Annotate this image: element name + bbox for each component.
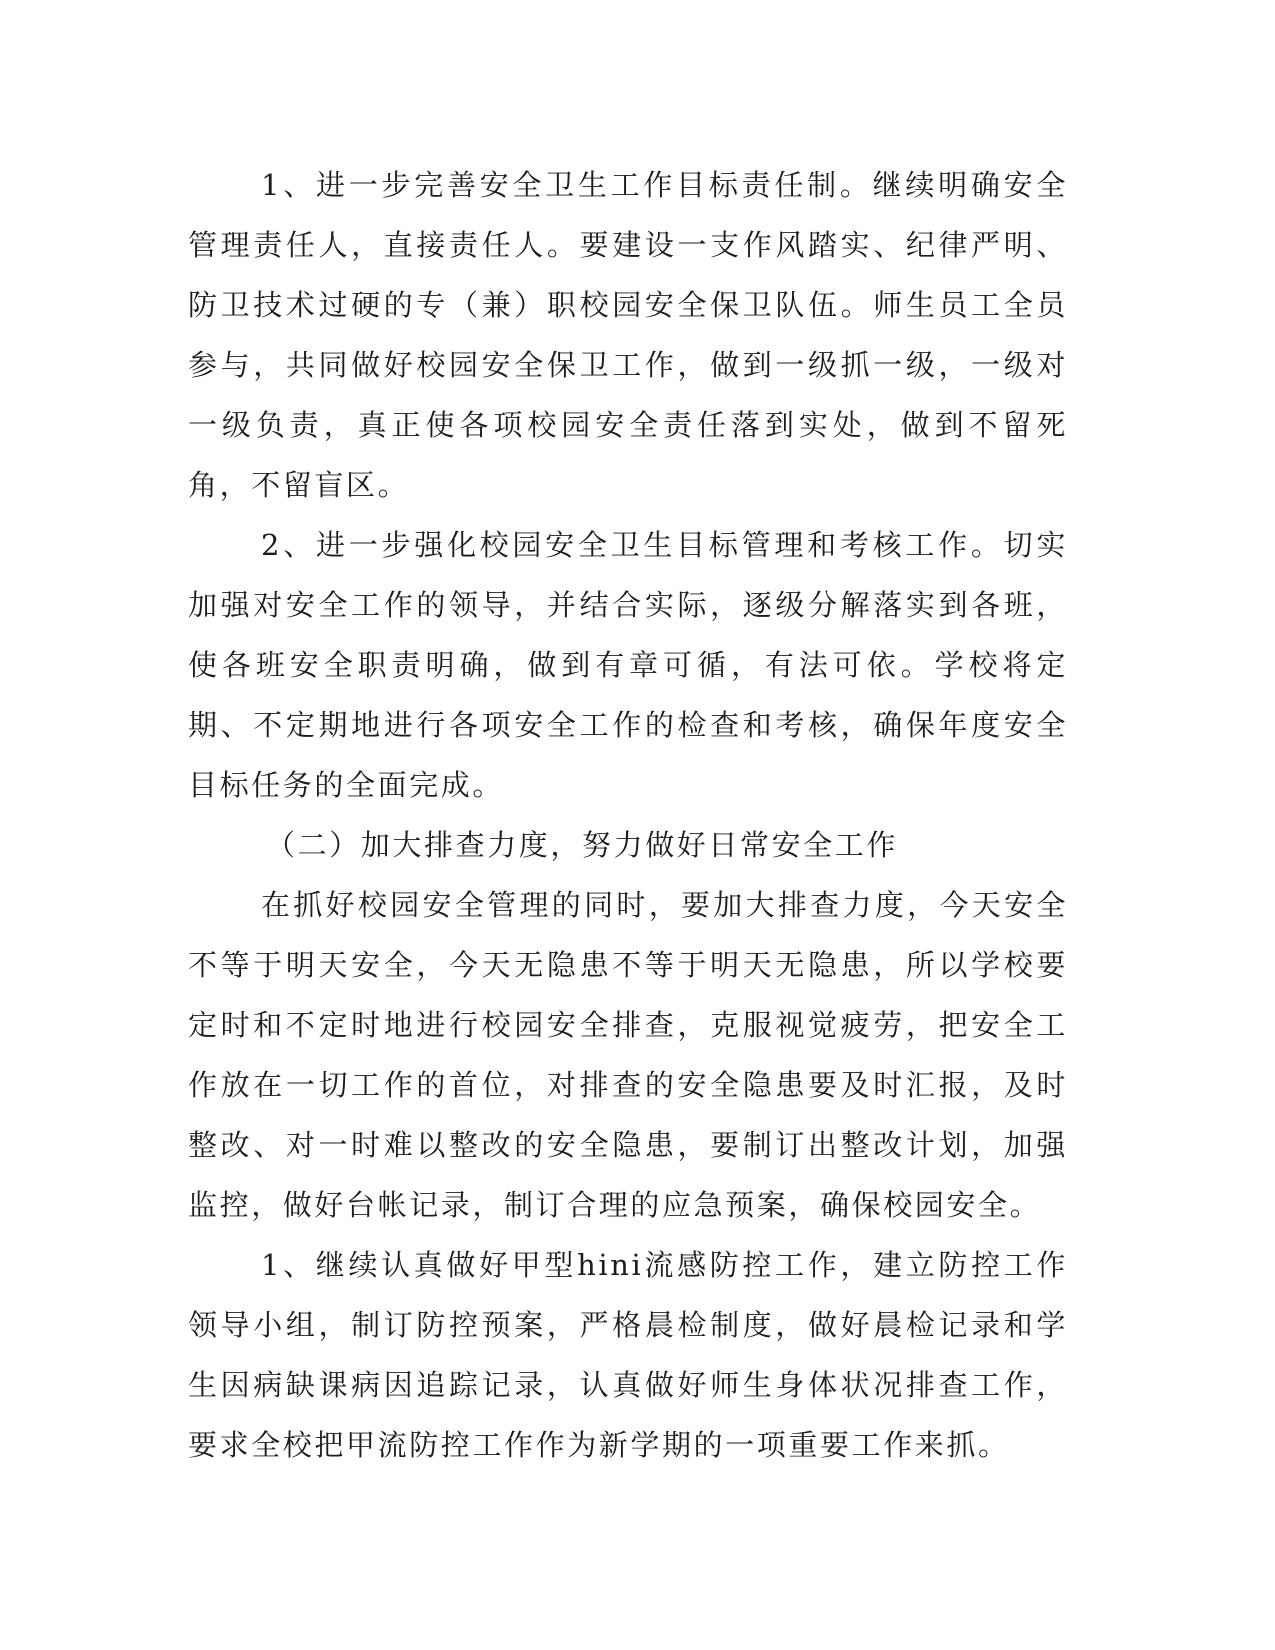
paragraph-responsibility-system: 1、进一步完善安全卫生工作目标责任制。继续明确安全管理责任人，直接责任人。要建设一支作风踏实、纪律严明、防卫技术过硬的专（兼）职校园安全保卫队伍。师生员工全员参与，共同做好校园安全保卫工作，做到一级抓一级，一级对一级负责，真正使各项校园安全责任落到实处，做到不留死角，不留盲区。 xyxy=(188,168,1068,502)
paragraph-safety-inspection: 在抓好校园安全管理的同时，要加大排查力度，今天安全不等于明天安全，今天无隐患不等于明天无隐患，所以学校要定时和不定时地进行校园安全排查，克服视觉疲劳，把安全工作放在一切工作的首位，对排查的安全隐患要及时汇报，及时整改、对一时难以整改的安全隐患，要制订出整改计划，加强监控，做好台帐记录，制订合理的应急预案，确保校园安全。 xyxy=(188,888,1068,1222)
document-body xyxy=(188,155,1068,1475)
paragraph-flu-prevention: 1、继续认真做好甲型hini流感防控工作，建立防控工作领导小组，制订防控预案，严格晨检制度，做好晨检记录和学生因病缺课病因追踪记录，认真做好师生身体状况排查工作，要求全校把甲流防控工作作为新学期的一项重要工作来抓。 xyxy=(188,1248,1068,1462)
section-heading-inspection: （二）加大排查力度，努力做好日常安全工作 xyxy=(266,828,899,862)
paragraph-target-management: 2、进一步强化校园安全卫生目标管理和考核工作。切实加强对安全工作的领导，并结合实际，逐级分解落实到各班，使各班安全职责明确，做到有章可循，有法可依。学校将定期、不定期地进行各项安全工作的检查和考核，确保年度安全目标任务的全面完成。 xyxy=(188,528,1068,802)
